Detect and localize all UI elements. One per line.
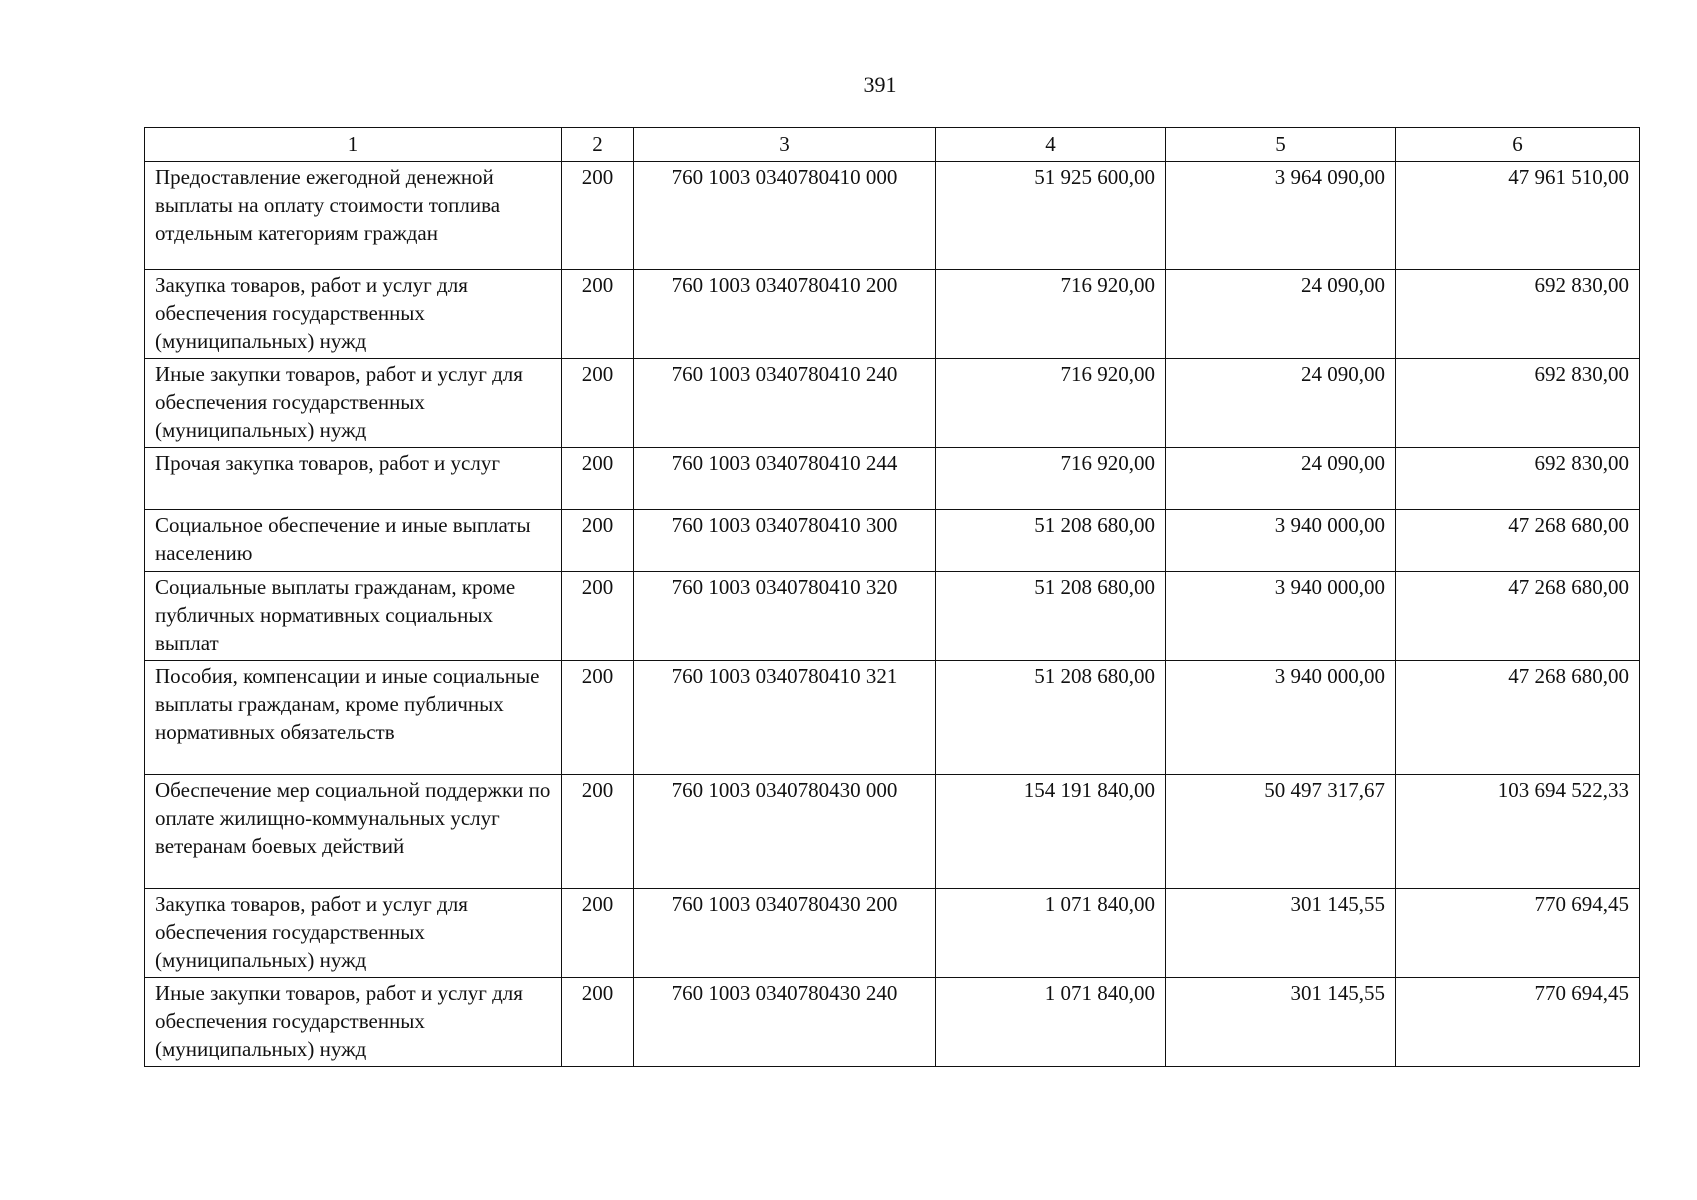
row-name: Социальные выплаты гражданам, кроме публичных нормативных социальных выплат (145, 572, 562, 661)
table-header-row (145, 128, 1640, 162)
row-executed-amount: 3 940 000,00 (1166, 572, 1396, 661)
row-executed-amount: 3 940 000,00 (1166, 661, 1396, 775)
row-remaining-amount: 47 961 510,00 (1396, 162, 1640, 270)
row-name: Закупка товаров, работ и услуг для обеспечения государственных (муниципальных) нужд (145, 270, 562, 359)
row-planned-amount: 716 920,00 (936, 359, 1166, 448)
column-header-3: 3 (634, 128, 936, 162)
table-row (145, 572, 1640, 661)
row-code: 200 (562, 889, 634, 978)
row-name: Закупка товаров, работ и услуг для обеспечения государственных (муниципальных) нужд (145, 889, 562, 978)
row-planned-amount: 51 208 680,00 (936, 572, 1166, 661)
table-row (145, 359, 1640, 448)
row-code: 200 (562, 359, 634, 448)
row-name: Предоставление ежегодной денежной выплаты на оплату стоимости топлива отдельным категориям граждан (145, 162, 562, 270)
row-executed-amount: 24 090,00 (1166, 359, 1396, 448)
row-code: 200 (562, 270, 634, 359)
row-remaining-amount: 692 830,00 (1396, 270, 1640, 359)
table-row (145, 448, 1640, 510)
row-executed-amount: 301 145,55 (1166, 978, 1396, 1067)
row-budget-classification-code: 760 1003 0340780430 200 (634, 889, 936, 978)
row-executed-amount: 3 964 090,00 (1166, 162, 1396, 270)
row-remaining-amount: 47 268 680,00 (1396, 510, 1640, 572)
column-header-1: 1 (145, 128, 562, 162)
row-name: Пособия, компенсации и иные социальные выплаты гражданам, кроме публичных нормативных обязательств (145, 661, 562, 775)
row-name: Обеспечение мер социальной поддержки по оплате жилищно-коммунальных услуг ветеранам боевых действий (145, 775, 562, 889)
row-remaining-amount: 770 694,45 (1396, 889, 1640, 978)
row-planned-amount: 51 208 680,00 (936, 510, 1166, 572)
row-budget-classification-code: 760 1003 0340780410 300 (634, 510, 936, 572)
row-budget-classification-code: 760 1003 0340780410 321 (634, 661, 936, 775)
budget-execution-table (144, 127, 1640, 1067)
row-remaining-amount: 692 830,00 (1396, 448, 1640, 510)
row-remaining-amount: 103 694 522,33 (1396, 775, 1640, 889)
table-row (145, 661, 1640, 775)
column-header-2: 2 (562, 128, 634, 162)
row-remaining-amount: 47 268 680,00 (1396, 661, 1640, 775)
row-budget-classification-code: 760 1003 0340780430 000 (634, 775, 936, 889)
row-code: 200 (562, 661, 634, 775)
row-executed-amount: 3 940 000,00 (1166, 510, 1396, 572)
column-header-5: 5 (1166, 128, 1396, 162)
row-planned-amount: 1 071 840,00 (936, 889, 1166, 978)
row-executed-amount: 50 497 317,67 (1166, 775, 1396, 889)
table-row (145, 978, 1640, 1067)
row-name: Иные закупки товаров, работ и услуг для обеспечения государственных (муниципальных) нужд (145, 359, 562, 448)
page-number: 391 (863, 72, 897, 97)
row-budget-classification-code: 760 1003 0340780410 244 (634, 448, 936, 510)
table-row (145, 270, 1640, 359)
row-planned-amount: 51 925 600,00 (936, 162, 1166, 270)
row-code: 200 (562, 572, 634, 661)
table-row (145, 775, 1640, 889)
row-name: Социальное обеспечение и иные выплаты населению (145, 510, 562, 572)
row-planned-amount: 154 191 840,00 (936, 775, 1166, 889)
row-budget-classification-code: 760 1003 0340780410 000 (634, 162, 936, 270)
column-header-4: 4 (936, 128, 1166, 162)
row-planned-amount: 716 920,00 (936, 270, 1166, 359)
row-remaining-amount: 47 268 680,00 (1396, 572, 1640, 661)
row-code: 200 (562, 448, 634, 510)
row-code: 200 (562, 978, 634, 1067)
row-planned-amount: 716 920,00 (936, 448, 1166, 510)
table-row (145, 162, 1640, 270)
row-budget-classification-code: 760 1003 0340780410 320 (634, 572, 936, 661)
row-name: Прочая закупка товаров, работ и услуг (145, 448, 562, 510)
row-remaining-amount: 770 694,45 (1396, 978, 1640, 1067)
column-header-6: 6 (1396, 128, 1640, 162)
row-executed-amount: 24 090,00 (1166, 270, 1396, 359)
row-code: 200 (562, 162, 634, 270)
row-planned-amount: 1 071 840,00 (936, 978, 1166, 1067)
row-planned-amount: 51 208 680,00 (936, 661, 1166, 775)
row-executed-amount: 301 145,55 (1166, 889, 1396, 978)
table-row (145, 510, 1640, 572)
row-budget-classification-code: 760 1003 0340780410 240 (634, 359, 936, 448)
row-budget-classification-code: 760 1003 0340780430 240 (634, 978, 936, 1067)
row-name: Иные закупки товаров, работ и услуг для обеспечения государственных (муниципальных) нужд (145, 978, 562, 1067)
row-remaining-amount: 692 830,00 (1396, 359, 1640, 448)
row-code: 200 (562, 775, 634, 889)
row-budget-classification-code: 760 1003 0340780410 200 (634, 270, 936, 359)
row-code: 200 (562, 510, 634, 572)
table-row (145, 889, 1640, 978)
row-executed-amount: 24 090,00 (1166, 448, 1396, 510)
